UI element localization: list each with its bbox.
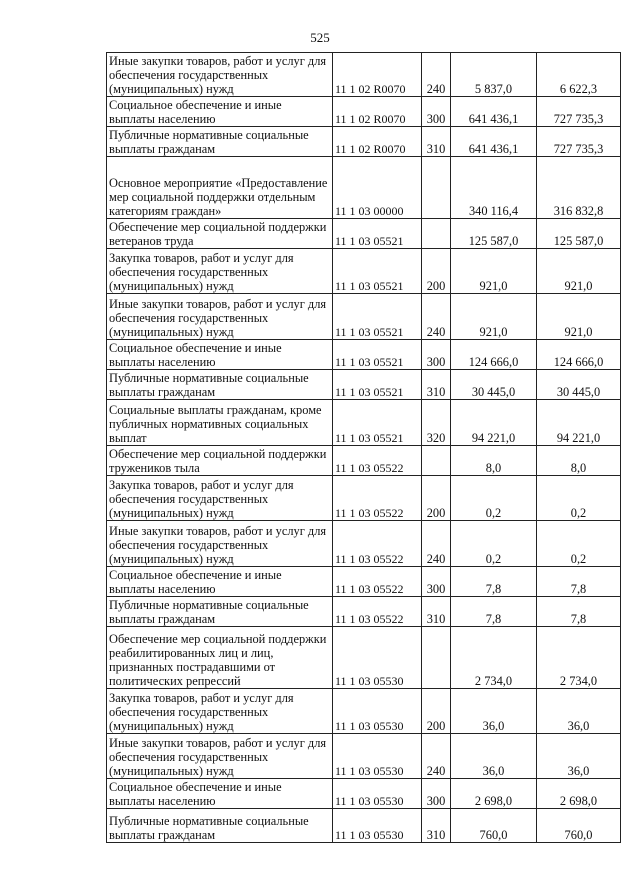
row-code-cell: 11 1 02 R0070 — [333, 53, 422, 97]
row-amount-b-cell: 94 221,0 — [537, 400, 621, 446]
row-amount-b-cell: 0,2 — [537, 476, 621, 521]
row-name-cell: Публичные нормативные социальные выплаты гражданам — [107, 370, 333, 400]
table-row — [107, 294, 621, 340]
row-amount-a-cell: 7,8 — [451, 597, 537, 627]
row-name-cell: Социальное обеспечение и иные выплаты населению — [107, 97, 333, 127]
row-amount-b-cell: 316 832,8 — [537, 157, 621, 219]
row-name-cell: Иные закупки товаров, работ и услуг для обеспечения государственных (муниципальных) нужд — [107, 734, 333, 779]
table-row — [107, 219, 621, 249]
table-row — [107, 567, 621, 597]
row-code-cell: 11 1 03 05522 — [333, 567, 422, 597]
row-vr-cell: 320 — [422, 400, 451, 446]
row-amount-a-cell: 641 436,1 — [451, 127, 537, 157]
row-amount-a-cell: 7,8 — [451, 567, 537, 597]
row-code-cell: 11 1 02 R0070 — [333, 97, 422, 127]
table-row — [107, 734, 621, 779]
row-code-cell: 11 1 03 05530 — [333, 779, 422, 809]
row-vr-cell: 310 — [422, 597, 451, 627]
row-vr-cell — [422, 627, 451, 689]
row-vr-cell: 300 — [422, 567, 451, 597]
row-name-cell: Закупка товаров, работ и услуг для обеспечения государственных (муниципальных) нужд — [107, 689, 333, 734]
row-name-cell: Закупка товаров, работ и услуг для обеспечения государственных (муниципальных) нужд — [107, 249, 333, 294]
row-amount-a-cell: 94 221,0 — [451, 400, 537, 446]
row-amount-b-cell: 760,0 — [537, 809, 621, 843]
row-amount-b-cell: 36,0 — [537, 689, 621, 734]
row-code-cell: 11 1 03 05522 — [333, 446, 422, 476]
row-name-cell: Социальное обеспечение и иные выплаты населению — [107, 567, 333, 597]
row-code-cell: 11 1 03 05522 — [333, 521, 422, 567]
row-code-cell: 11 1 03 00000 — [333, 157, 422, 219]
row-name-cell: Обеспечение мер социальной поддержки тружеников тыла — [107, 446, 333, 476]
row-amount-b-cell: 7,8 — [537, 567, 621, 597]
row-vr-cell — [422, 157, 451, 219]
table-row — [107, 127, 621, 157]
row-amount-b-cell: 921,0 — [537, 249, 621, 294]
row-vr-cell: 200 — [422, 249, 451, 294]
row-code-cell: 11 1 02 R0070 — [333, 127, 422, 157]
row-name-cell: Основное мероприятие «Предоставление мер социальной поддержки отдельным категориям граждан» — [107, 157, 333, 219]
row-amount-a-cell: 0,2 — [451, 521, 537, 567]
row-amount-a-cell: 124 666,0 — [451, 340, 537, 370]
row-amount-b-cell: 727 735,3 — [537, 127, 621, 157]
table-row — [107, 97, 621, 127]
row-amount-b-cell: 30 445,0 — [537, 370, 621, 400]
budget-table — [106, 52, 621, 843]
row-amount-b-cell: 727 735,3 — [537, 97, 621, 127]
table-row — [107, 157, 621, 219]
row-name-cell: Социальное обеспечение и иные выплаты населению — [107, 340, 333, 370]
row-name-cell: Закупка товаров, работ и услуг для обеспечения государственных (муниципальных) нужд — [107, 476, 333, 521]
row-amount-a-cell: 340 116,4 — [451, 157, 537, 219]
row-amount-a-cell: 921,0 — [451, 249, 537, 294]
table-row — [107, 249, 621, 294]
row-vr-cell: 240 — [422, 734, 451, 779]
row-amount-b-cell: 921,0 — [537, 294, 621, 340]
row-code-cell: 11 1 03 05530 — [333, 734, 422, 779]
table-row — [107, 446, 621, 476]
row-amount-b-cell: 2 734,0 — [537, 627, 621, 689]
row-vr-cell: 300 — [422, 97, 451, 127]
row-amount-a-cell: 125 587,0 — [451, 219, 537, 249]
table-row — [107, 597, 621, 627]
row-code-cell: 11 1 03 05521 — [333, 370, 422, 400]
row-amount-b-cell: 0,2 — [537, 521, 621, 567]
row-vr-cell — [422, 219, 451, 249]
row-amount-b-cell: 125 587,0 — [537, 219, 621, 249]
row-vr-cell: 310 — [422, 370, 451, 400]
row-vr-cell: 310 — [422, 127, 451, 157]
row-name-cell: Иные закупки товаров, работ и услуг для обеспечения государственных (муниципальных) нужд — [107, 294, 333, 340]
table-row — [107, 53, 621, 97]
table-row — [107, 689, 621, 734]
row-code-cell: 11 1 03 05522 — [333, 476, 422, 521]
table-row — [107, 521, 621, 567]
row-amount-b-cell: 7,8 — [537, 597, 621, 627]
row-code-cell: 11 1 03 05521 — [333, 219, 422, 249]
row-vr-cell: 300 — [422, 779, 451, 809]
row-amount-b-cell: 2 698,0 — [537, 779, 621, 809]
row-amount-a-cell: 36,0 — [451, 689, 537, 734]
table-row — [107, 476, 621, 521]
row-amount-a-cell: 921,0 — [451, 294, 537, 340]
row-amount-a-cell: 2 698,0 — [451, 779, 537, 809]
row-code-cell: 11 1 03 05530 — [333, 689, 422, 734]
row-vr-cell: 200 — [422, 689, 451, 734]
row-code-cell: 11 1 03 05522 — [333, 597, 422, 627]
table-row — [107, 370, 621, 400]
row-amount-a-cell: 30 445,0 — [451, 370, 537, 400]
row-code-cell: 11 1 03 05521 — [333, 294, 422, 340]
row-amount-b-cell: 124 666,0 — [537, 340, 621, 370]
row-vr-cell: 310 — [422, 809, 451, 843]
row-amount-b-cell: 8,0 — [537, 446, 621, 476]
row-amount-a-cell: 760,0 — [451, 809, 537, 843]
row-name-cell: Публичные нормативные социальные выплаты гражданам — [107, 809, 333, 843]
row-name-cell: Иные закупки товаров, работ и услуг для обеспечения государственных (муниципальных) нужд — [107, 53, 333, 97]
table-row — [107, 400, 621, 446]
table-row — [107, 340, 621, 370]
row-vr-cell — [422, 446, 451, 476]
row-vr-cell: 240 — [422, 53, 451, 97]
row-amount-a-cell: 36,0 — [451, 734, 537, 779]
row-name-cell: Публичные нормативные социальные выплаты гражданам — [107, 127, 333, 157]
row-code-cell: 11 1 03 05521 — [333, 249, 422, 294]
row-vr-cell: 200 — [422, 476, 451, 521]
row-name-cell: Иные закупки товаров, работ и услуг для обеспечения государственных (муниципальных) нужд — [107, 521, 333, 567]
row-code-cell: 11 1 03 05530 — [333, 809, 422, 843]
table-row — [107, 627, 621, 689]
row-code-cell: 11 1 03 05521 — [333, 340, 422, 370]
row-amount-a-cell: 8,0 — [451, 446, 537, 476]
row-amount-a-cell: 2 734,0 — [451, 627, 537, 689]
row-name-cell: Публичные нормативные социальные выплаты гражданам — [107, 597, 333, 627]
page-number: 525 — [310, 30, 330, 45]
row-vr-cell: 240 — [422, 521, 451, 567]
row-amount-a-cell: 641 436,1 — [451, 97, 537, 127]
row-name-cell: Обеспечение мер социальной поддержки реабилитированных лиц и лиц, признанных пострадавшими от политических репрессий — [107, 627, 333, 689]
row-amount-b-cell: 36,0 — [537, 734, 621, 779]
row-name-cell: Социальные выплаты гражданам, кроме публичных нормативных социальных выплат — [107, 400, 333, 446]
row-amount-a-cell: 0,2 — [451, 476, 537, 521]
row-code-cell: 11 1 03 05530 — [333, 627, 422, 689]
row-vr-cell: 300 — [422, 340, 451, 370]
row-amount-a-cell: 5 837,0 — [451, 53, 537, 97]
table-row — [107, 779, 621, 809]
row-name-cell: Социальное обеспечение и иные выплаты населению — [107, 779, 333, 809]
table-row — [107, 809, 621, 843]
row-name-cell: Обеспечение мер социальной поддержки ветеранов труда — [107, 219, 333, 249]
row-code-cell: 11 1 03 05521 — [333, 400, 422, 446]
row-vr-cell: 240 — [422, 294, 451, 340]
row-amount-b-cell: 6 622,3 — [537, 53, 621, 97]
